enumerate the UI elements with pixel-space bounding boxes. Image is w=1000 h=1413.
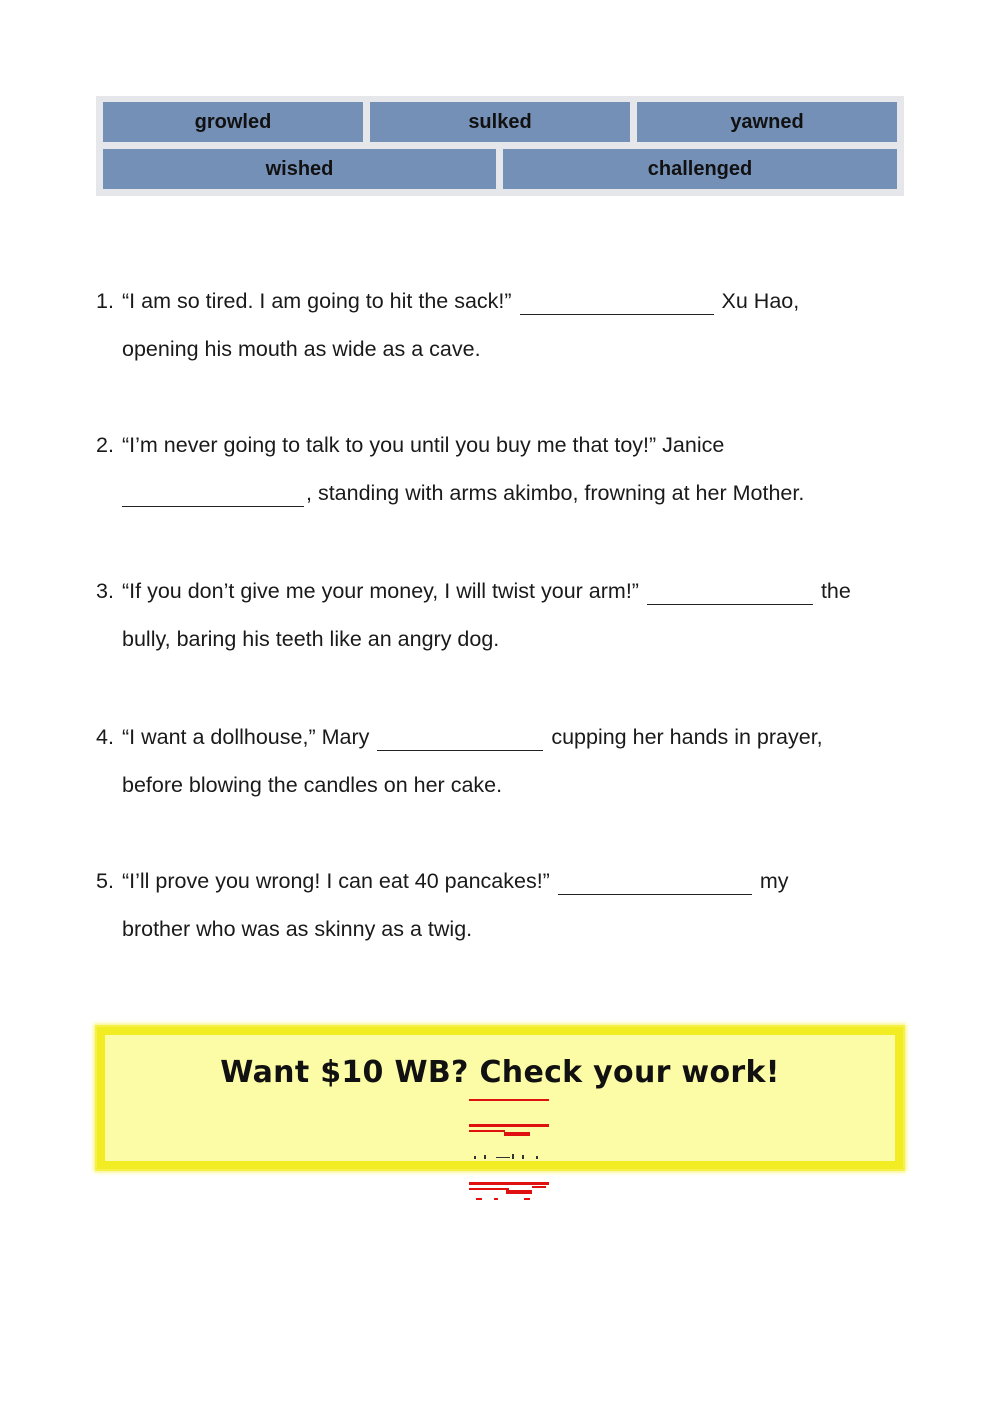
question-text: “If you don’t give me your money, I will twist your arm!”: [122, 579, 639, 603]
answer-blank-4[interactable]: [377, 730, 543, 751]
check-work-title: Want $10 WB? Check your work!: [220, 1055, 780, 1090]
question-number: 5.: [96, 869, 114, 893]
question-text: “I want a dollhouse,” Mary: [122, 725, 370, 749]
question-3: [96, 567, 916, 663]
word-chip-growled[interactable]: growled: [103, 102, 363, 142]
word-chip-sulked[interactable]: sulked: [370, 102, 630, 142]
question-number: 4.: [96, 725, 114, 749]
question-1: [96, 277, 916, 373]
word-bank: [96, 96, 904, 196]
question-text: cupping her hands in prayer,: [551, 725, 823, 749]
question-text: opening his mouth as wide as a cave.: [122, 337, 481, 361]
question-text: brother who was as skinny as a twig.: [122, 917, 473, 941]
answer-blank-5[interactable]: [558, 874, 752, 895]
answer-blank-3[interactable]: [647, 584, 813, 605]
question-number: 3.: [96, 579, 114, 603]
question-4: [96, 713, 916, 809]
question-text: “I’m never going to talk to you until you buy me that toy!” Janice: [122, 433, 725, 457]
question-text: my: [759, 869, 789, 893]
check-button-scribble[interactable]: [466, 1094, 556, 1210]
question-text: the: [820, 579, 851, 603]
question-text: before blowing the candles on her cake.: [122, 773, 503, 797]
question-number: 1.: [96, 289, 114, 313]
word-chip-wished[interactable]: wished: [103, 149, 496, 189]
question-text: bully, baring his teeth like an angry dog.: [122, 627, 500, 651]
question-text: “I’ll prove you wrong! I can eat 40 pancakes!”: [122, 869, 550, 893]
question-text: “I am so tired. I am going to hit the sack!”: [122, 289, 512, 313]
question-text: , standing with arms akimbo, frowning at her Mother.: [306, 481, 805, 505]
word-chip-yawned[interactable]: yawned: [637, 102, 897, 142]
answer-blank-2[interactable]: [122, 486, 304, 507]
answer-blank-1[interactable]: [520, 294, 714, 315]
question-2: [96, 421, 916, 517]
question-text: Xu Hao,: [721, 289, 800, 313]
word-chip-challenged[interactable]: challenged: [503, 149, 897, 189]
question-5: [96, 857, 916, 953]
question-number: 2.: [96, 433, 114, 457]
